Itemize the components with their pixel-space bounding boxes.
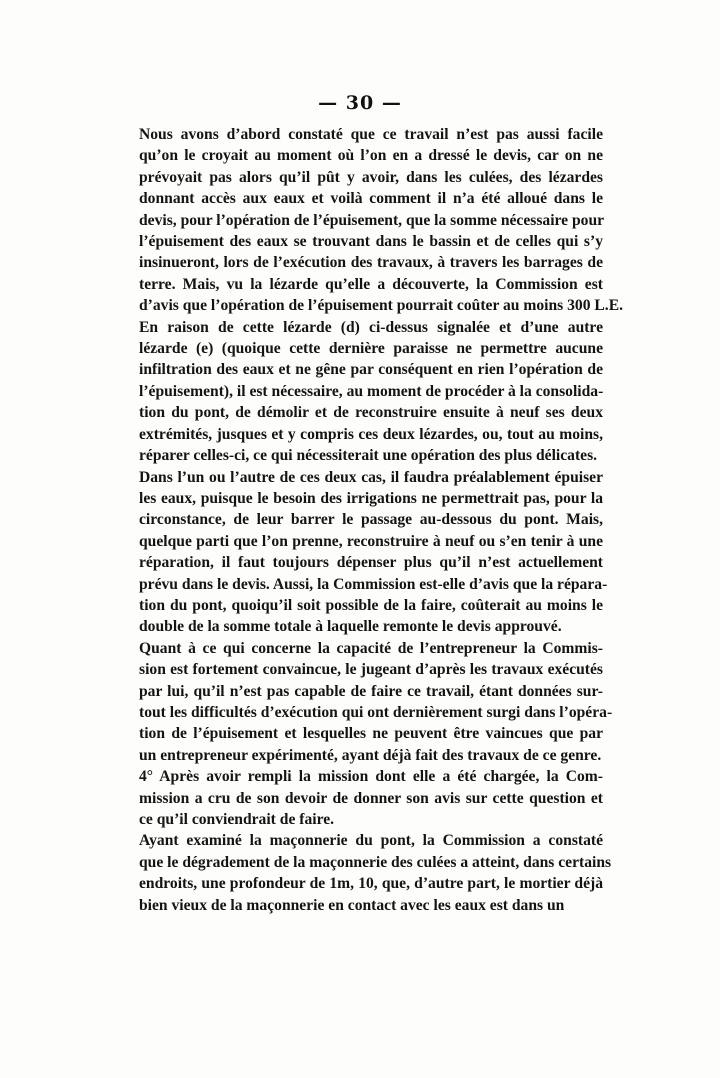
text-line: Dans l’un ou l’autre de ces deux cas, il faudra préalablement épuiser (139, 468, 603, 486)
paragraph-2 (119, 317, 603, 467)
text-line: terre. Mais, vu la lézarde qu’elle a découverte, la Commission est (139, 275, 603, 293)
text-line: prévu dans le devis. Aussi, la Commission est-elle d’avis que la répara- (139, 575, 608, 593)
text-line: qu’on le croyait au moment où l’on en a dressé le devis, car on ne (139, 147, 603, 165)
page-number: — 30 — (318, 92, 402, 114)
paragraph-3 (119, 467, 608, 638)
text-line: double de la somme totale à laquelle remonte le devis approuvé. (139, 618, 562, 636)
text-line: tion du pont, quoiqu’il soit possible de la faire, coûterait au moins le (139, 596, 603, 614)
text-line: 4° Après avoir rempli la mission dont elle a été chargée, la Com- (139, 768, 603, 786)
text-line: réparer celles-ci, ce qui nécessiterait une opération des plus délicates. (139, 447, 598, 465)
text-line: ce qu’il conviendrait de faire. (139, 811, 335, 828)
text-line: devis, pour l’opération de l’épuisement, que la somme nécessaire pour (139, 211, 605, 229)
text-line: tout les difficultés d’exécution qui ont dernièrement surgi dans l’opéra- (139, 703, 613, 721)
text-line: l’épuisement), il est nécessaire, au moment de procéder à la consolida- (139, 382, 604, 400)
text-line: sion est fortement convaincue, le jugeant d’après les travaux exécutés (139, 661, 603, 679)
text-line: un entrepreneur expérimenté, ayant déjà fait des travaux de ce genre. (139, 746, 602, 764)
text-line: que le dégradement de la maçonnerie des culées a atteint, dans certains (139, 853, 612, 871)
text-line: endroits, une profondeur de 1m, 10, que, d’autre part, le mortier déjà (139, 875, 603, 893)
paragraph-6 (119, 830, 612, 916)
text-line: mission a cru de son devoir de donner son avis sur cette question et (139, 789, 603, 807)
text-line: donnant accès aux eaux et voilà comment il n’a été alloué dans le (139, 190, 603, 208)
text-line: tion du pont, de démolir et de reconstruire ensuite à neuf ses deux (139, 404, 603, 422)
text-line: Quant à ce qui concerne la capacité de l’entrepreneur la Commis- (139, 639, 603, 657)
text-line: En raison de cette lézarde (d) ci-dessus signalée et d’une autre (139, 318, 603, 336)
paragraph-4 (119, 638, 613, 766)
text-line: lézarde (e) (quoique cette dernière paraisse ne permettre aucune (139, 340, 603, 358)
text-line: réparation, il faut toujours dépenser plus qu’il n’est actuellement (139, 554, 603, 572)
text-line: extrémités, jusques et y compris ces deux lézardes, ou, tout au moins, (139, 425, 603, 443)
text-line: Nous avons d’abord constaté que ce travail n’est pas aussi facile (139, 126, 603, 143)
body-text (119, 124, 623, 916)
text-line: circonstance, de leur barrer le passage au-dessous du pont. Mais, (139, 511, 603, 529)
text-line: tion de l’épuisement et lesquelles ne peuvent être vaincues que par (139, 725, 603, 743)
text-line: les eaux, puisque le besoin des irrigations ne permettrait pas, pour la (139, 489, 603, 507)
paragraph-1 (119, 124, 623, 317)
text-line: Ayant examiné la maçonnerie du pont, la Commission a constaté (139, 832, 603, 850)
text-line: infiltration des eaux et ne gêne par conséquent en rien l’opération de (139, 361, 603, 379)
text-line: prévoyait pas alors qu’il pût y avoir, dans les culées, des lézardes (139, 168, 603, 186)
text-line: insinueront, lors de l’exécution des travaux, à travers les barrages de (139, 254, 603, 272)
text-line: bien vieux de la maçonnerie en contact avec les eaux est dans un (139, 896, 565, 914)
text-line: l’épuisement des eaux se trouvant dans le bassin et de celles qui s’y (139, 233, 603, 251)
text-line: d’avis que l’opération de l’épuisement pourrait coûter au moins 300 L.E. (139, 297, 623, 315)
text-line: quelque parti que l’on prenne, reconstruire à neuf ou s’en tenir à une (139, 532, 603, 550)
paragraph-5 (119, 766, 603, 830)
text-line: par lui, qu’il n’est pas capable de faire ce travail, étant données sur- (139, 682, 603, 700)
